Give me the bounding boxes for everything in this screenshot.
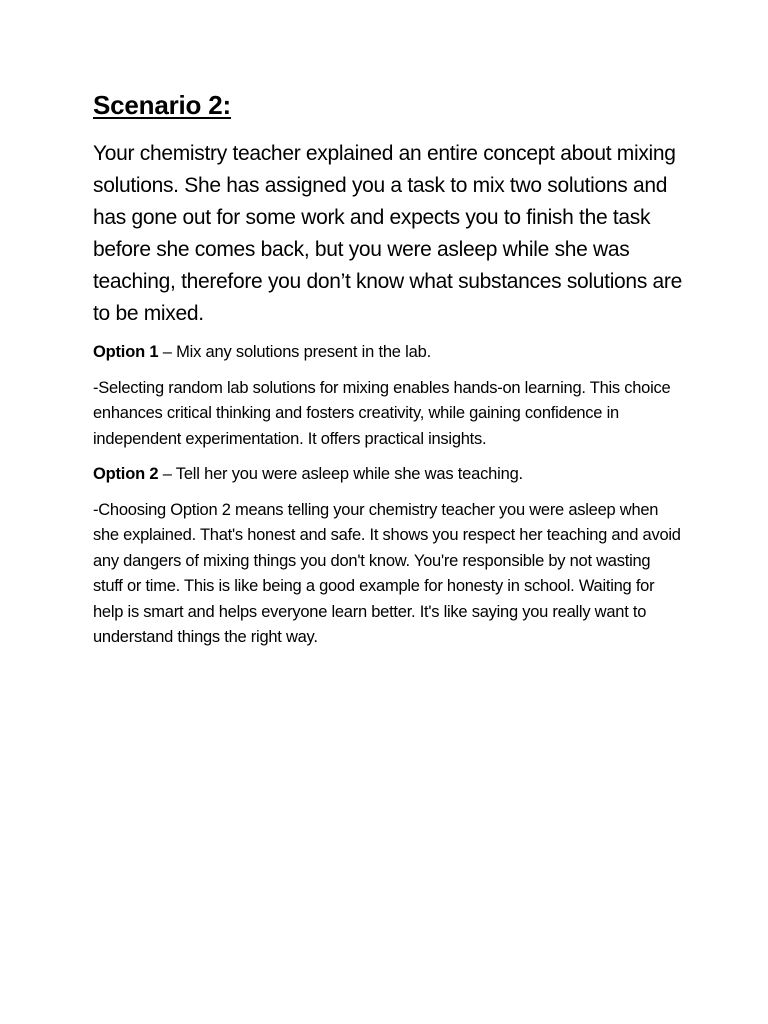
option-1-text: Mix any solutions present in the lab.	[176, 343, 431, 361]
scenario-intro: Your chemistry teacher explained an entire concept about mixing solutions. She has assigned you a task to mix two solutions and has gone out for some work and expects you to finish the task before she comes back, but you were asleep while she was teaching, therefore you don’t know what substances solutions are to be mixed.	[93, 142, 683, 325]
option-2-label: Option 2	[93, 465, 159, 483]
scenario-title: Scenario 2:	[93, 90, 231, 120]
option-2-line	[93, 462, 683, 488]
option-1-description: -Selecting random lab solutions for mixing enables hands-on learning. This choice enhances critical thinking and fosters creativity, while gaining confidence in independent experimentation. It offers practical insights.	[93, 378, 671, 448]
document-page	[93, 88, 683, 661]
option-2-description: -Choosing Option 2 means telling your chemistry teacher you were asleep when she explained. That's honest and safe. It shows you respect her teaching and avoid any dangers of mixing things you don't know. You're responsible by not wasting stuff or time. This is like being a good example for honesty in school. Waiting for help is smart and helps everyone learn better. It's like saying you really want to understand things the right way.	[93, 500, 681, 646]
option-2-separator: –	[158, 465, 176, 483]
option-1-label: Option 1	[93, 343, 159, 361]
option-1-line	[93, 340, 683, 366]
option-1-separator: –	[158, 343, 177, 361]
option-2-text: Tell her you were asleep while she was teaching.	[175, 465, 523, 483]
